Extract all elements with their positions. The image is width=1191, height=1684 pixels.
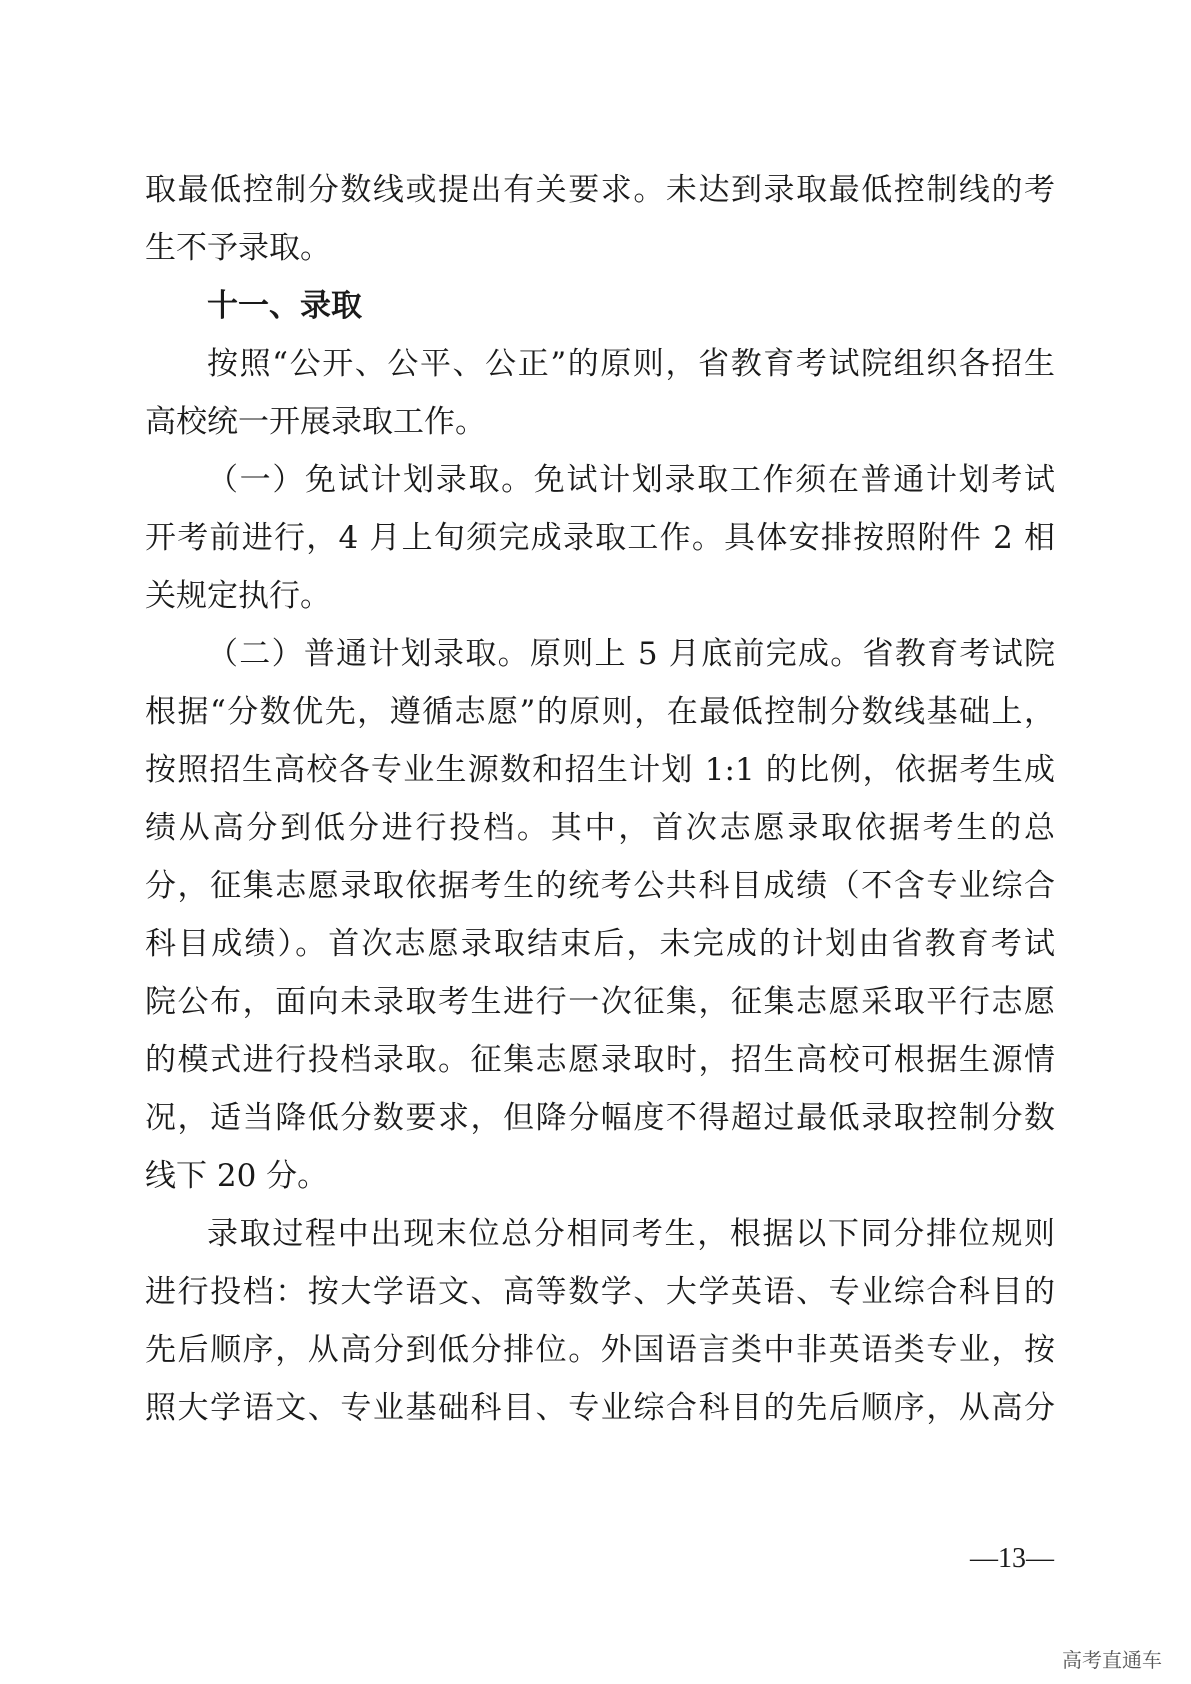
text-line: 录取过程中出现末位总分相同考生，根据以下同分排位规则: [207, 1216, 1055, 1252]
text-line: 根据“分数优先，遵循志愿”的原则，在最低控制分数线基础上，: [145, 694, 1055, 730]
text-line: 线下 20 分。: [145, 1158, 329, 1194]
text-line: 按照招生高校各专业生源数和招生计划 1:1 的比例，依据考生成: [145, 752, 1055, 788]
text-line: 进行投档：按大学语文、高等数学、大学英语、专业综合科目的: [145, 1274, 1055, 1310]
text-line: 绩从高分到低分进行投档。其中，首次志愿录取依据考生的总: [145, 810, 1055, 846]
text-line: 按照“公开、公平、公正”的原则，省教育考试院组织各招生: [207, 346, 1055, 382]
text-line: 的模式进行投档录取。征集志愿录取时，招生高校可根据生源情: [145, 1042, 1055, 1078]
text-line: 况，适当降低分数要求，但降分幅度不得超过最低录取控制分数: [145, 1100, 1055, 1136]
text-line: 高校统一开展录取工作。: [145, 404, 486, 440]
text-line: 生不予录取。: [145, 230, 331, 266]
watermark: 高考直通车: [1062, 1648, 1162, 1672]
text-line: 院公布，面向未录取考生进行一次征集，征集志愿采取平行志愿: [145, 984, 1055, 1020]
text-line: （一）免试计划录取。免试计划录取工作须在普通计划考试: [207, 462, 1055, 498]
text-line: 分，征集志愿录取依据考生的统考公共科目成绩（不含专业综合: [145, 868, 1055, 904]
text-line: 照大学语文、专业基础科目、专业综合科目的先后顺序，从高分: [145, 1390, 1055, 1426]
section-heading: 十一、录取: [207, 288, 362, 324]
text-line: （二）普通计划录取。原则上 5 月底前完成。省教育考试院: [207, 636, 1055, 672]
text-line: 取最低控制分数线或提出有关要求。未达到录取最低控制线的考: [145, 172, 1055, 208]
text-line: 关规定执行。: [145, 578, 331, 614]
text-line: 开考前进行，4 月上旬须完成录取工作。具体安排按照附件 2 相: [145, 520, 1055, 556]
text-line: 先后顺序，从高分到低分排位。外国语言类中非英语类专业，按: [145, 1332, 1055, 1368]
page-number: —13—: [970, 1543, 1054, 1574]
text-line: 科目成绩）。首次志愿录取结束后，未完成的计划由省教育考试: [145, 926, 1055, 962]
